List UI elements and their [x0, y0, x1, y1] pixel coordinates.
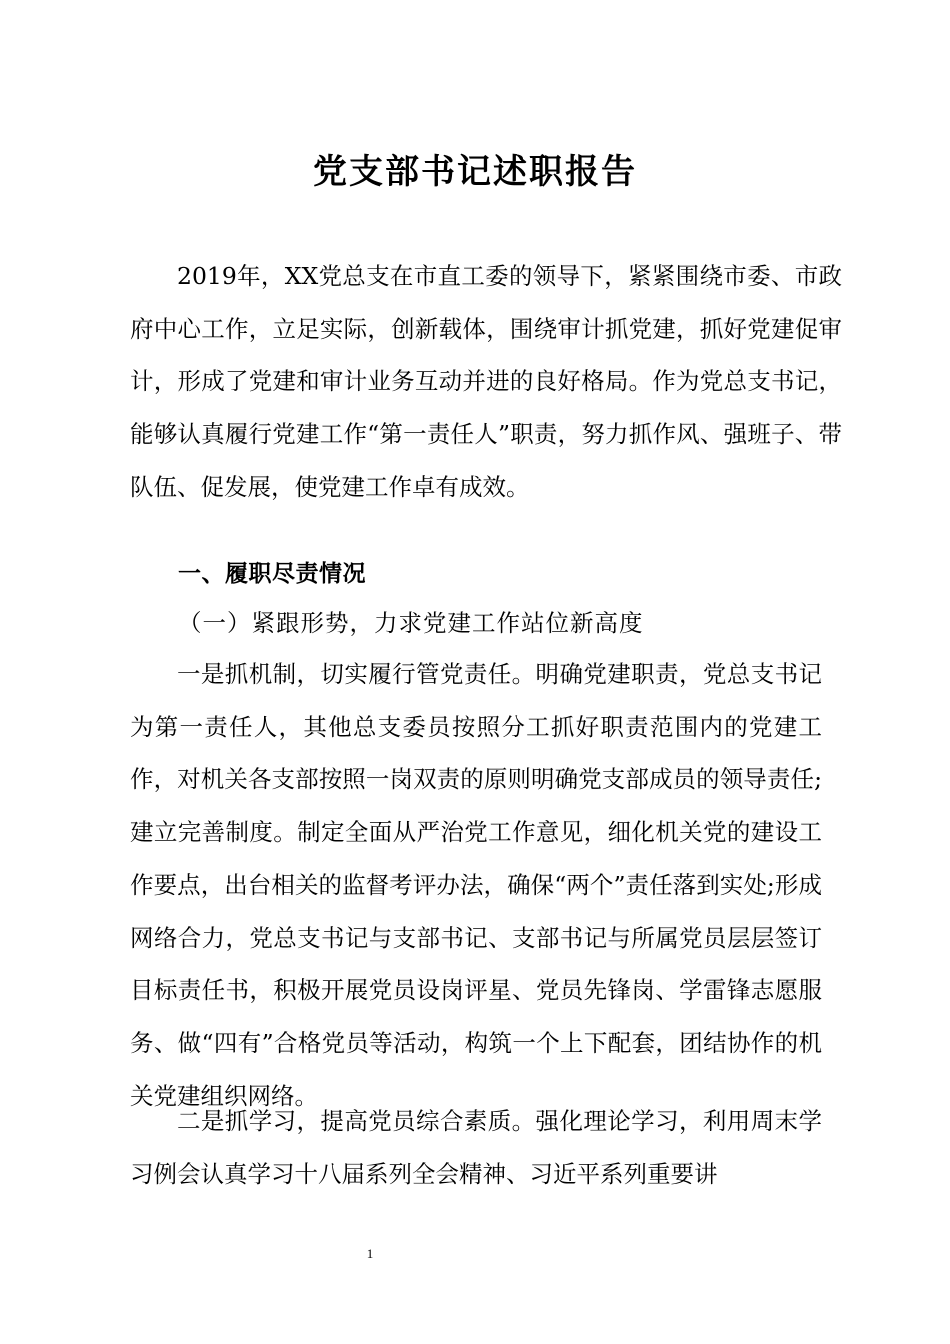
intro-paragraph: 2019年，XX党总支在市直工委的领导下，紧紧围绕市委、市政府中心工作，立足实际，创新载体，围绕审计抓党建，抓好党建促审计，形成了党建和审计业务互动并进的良好格局。作为党总支书记，能够认真履行党建工作“第一责任人”职责，努力抓作风、强班子、带队伍、促发展，使党建工作卓有成效。 [130, 262, 842, 501]
body-paragraph: 一是抓机制，切实履行管党责任。明确党建职责，党总支书记为第一责任人，其他总支委员按照分工抓好职责范围内的党建工作，对机关各支部按照一岗双责的原则明确党支部成员的领导责任;建立完善制度。制定全面从严治党工作意见，细化机关党的建设工作要点，出台相关的监督考评办法，确保“两个”责任落到实处;形成网络合力，党总支书记与支部书记、支部书记与所属党员层层签订目标责任书，积极开展党员设岗评星、党员先锋岗、学雷锋志愿服务、做“四有”合格党员等活动，构筑一个上下配套，团结协作的机关党建组织网络。 [130, 660, 822, 1110]
body-paragraph: 二是抓学习，提高党员综合素质。强化理论学习，利用周末学习例会认真学习十八届系列全会精神、习近平系列重要讲 [130, 1107, 822, 1188]
page-number: 1 [366, 1246, 374, 1261]
subsection-heading: （一）紧跟形势，力求党建工作站位新高度 [178, 609, 644, 637]
section-heading: 一、履职尽责情况 [178, 561, 366, 587]
document-title: 党支部书记述职报告 [313, 152, 637, 192]
